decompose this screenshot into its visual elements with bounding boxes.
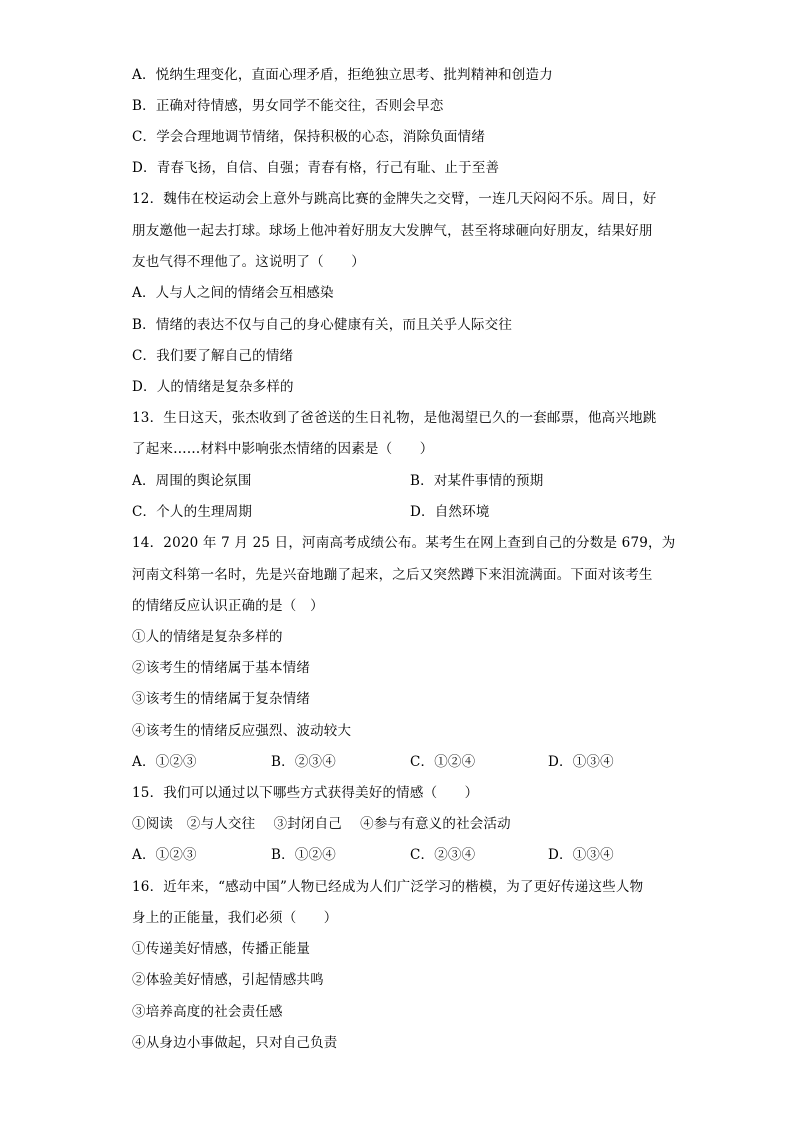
q15-stem: 15．我们可以通过以下哪些方式获得美好的情感（ ）: [132, 785, 479, 801]
q12-option-c: C．我们要了解自己的情绪: [132, 348, 294, 364]
q14-stem-line-3: 的情绪反应认识正确的是（ ）: [132, 598, 324, 614]
q12-stem-line-2: 朋友邀他一起去打球。球场上他冲着好朋友大发脾气，甚至将球砸向好朋友，结果好朋: [132, 223, 653, 239]
q13-stem-line-1: 13．生日这天，张杰收到了爸爸送的生日礼物，是他渴望已久的一套邮票，他高兴地跳: [132, 410, 657, 426]
q16-statement-2: ②体验美好情感，引起情感共鸣: [132, 972, 324, 988]
q14-statement-1: ①人的情绪是复杂多样的: [132, 629, 283, 645]
q11-option-d: D．青春飞扬，自信、自强；青春有格，行己有耻、止于至善: [132, 160, 500, 176]
q14-stem-line-1: 14．2020 年 7 月 25 日，河南高考成绩公布。某考生在网上查到自己的分数是 679，为: [132, 535, 676, 551]
q15-option-b: B．①②④: [271, 847, 336, 863]
q14-statement-4: ④该考生的情绪反应强烈、波动较大: [132, 723, 352, 739]
q13-option-d: D．自然环境: [410, 504, 490, 520]
q12-option-d: D．人的情绪是复杂多样的: [132, 379, 294, 395]
q12-option-b: B．情绪的表达不仅与自己的身心健康有关，而且关乎人际交往: [132, 317, 513, 333]
q12-stem-line-3: 友也气得不理他了。这说明了（ ）: [132, 254, 365, 270]
q11-option-a: A．悦纳生理变化，直面心理矛盾，拒绝独立思考、批判精神和创造力: [132, 67, 553, 83]
q15-option-a: A．①②③: [132, 847, 197, 863]
q16-stem-line-1: 16．近年来，“感动中国”人物已经成为人们广泛学习的楷模，为了更好传递这些人物: [132, 879, 644, 895]
q13-option-a: A．周围的舆论氛围: [132, 473, 252, 489]
q11-option-c: C．学会合理地调节情绪，保持积极的心态，消除负面情绪: [132, 129, 486, 145]
q15-option-d: D．①③④: [548, 847, 614, 863]
q15-statements: ①阅读 ②与人交往 ③封闭自己 ④参与有意义的社会活动: [132, 816, 511, 832]
q14-stem-line-2: 河南文科第一名时，先是兴奋地蹦了起来，之后又突然蹲下来泪流满面。下面对该考生: [132, 567, 653, 583]
q16-statement-1: ①传递美好情感，传播正能量: [132, 941, 311, 957]
q13-option-b: B．对某件事情的预期: [410, 473, 544, 489]
q11-option-b: B．正确对待情感，男女同学不能交往，否则会早恋: [132, 98, 444, 114]
q12-option-a: A．人与人之间的情绪会互相感染: [132, 285, 334, 301]
q14-option-c: C．①②④: [410, 754, 476, 770]
q13-option-c: C．个人的生理周期: [132, 504, 253, 520]
q13-stem-line-2: 了起来……材料中影响张杰情绪的因素是（ ）: [132, 441, 434, 457]
q14-option-d: D．①③④: [548, 754, 614, 770]
q14-option-b: B．②③④: [271, 754, 336, 770]
q16-stem-line-2: 身上的正能量，我们必须（ ）: [132, 910, 338, 926]
q15-option-c: C．②③④: [410, 847, 476, 863]
q14-statement-3: ③该考生的情绪属于复杂情绪: [132, 691, 311, 707]
q16-statement-3: ③培养高度的社会责任感: [132, 1004, 283, 1020]
q14-statement-2: ②该考生的情绪属于基本情绪: [132, 660, 311, 676]
q16-statement-4: ④从身边小事做起，只对自己负责: [132, 1035, 338, 1051]
q12-stem-line-1: 12．魏伟在校运动会上意外与跳高比赛的金牌失之交臂，一连几天闷闷不乐。周日，好: [132, 191, 657, 207]
q14-option-a: A．①②③: [132, 754, 197, 770]
